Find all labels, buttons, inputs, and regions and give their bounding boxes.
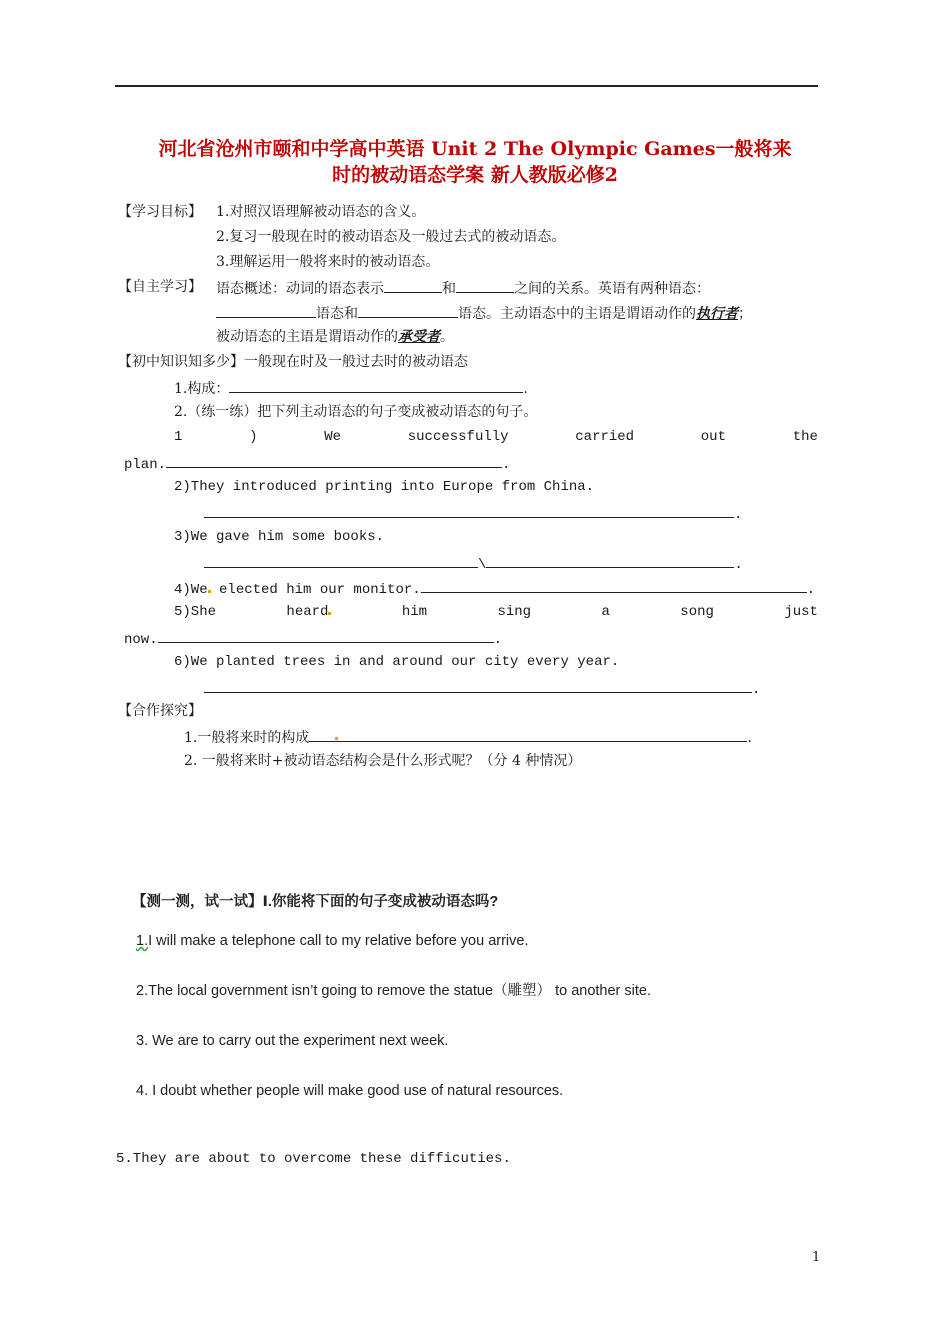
page-number: 1 bbox=[812, 1250, 821, 1265]
test-item-3: 3. We are to carry out the experiment next week. bbox=[136, 1033, 449, 1049]
answer-blank[interactable] bbox=[204, 502, 734, 518]
self-study-text: ； bbox=[738, 306, 752, 322]
word: sing bbox=[497, 604, 532, 620]
sentence-2-answer bbox=[204, 502, 742, 525]
word: plan. bbox=[124, 457, 167, 473]
self-study-line-2 bbox=[216, 302, 752, 324]
word: 4)We bbox=[174, 582, 208, 598]
word: heard bbox=[286, 604, 329, 620]
period: . bbox=[747, 730, 752, 746]
sentence-3: 3)We gave him some books. bbox=[174, 529, 385, 545]
test-item-4: 4. I doubt whether people will make good use of natural resources. bbox=[136, 1083, 564, 1099]
sentence-6: 6)We planted trees in and around our city every year. bbox=[174, 654, 620, 670]
word-with-marker bbox=[286, 602, 331, 622]
answer-blank[interactable] bbox=[358, 302, 458, 318]
word: song bbox=[680, 604, 714, 620]
question-text: 1.一般将来时的构成 bbox=[184, 730, 310, 746]
cooperate-question-2: 2. 一般将来时+被动语态结构会是什么形式呢？（分 4 种情况） bbox=[184, 753, 582, 769]
cooperate-label: 【合作探究】 bbox=[118, 703, 202, 719]
word: 5)She bbox=[174, 604, 217, 620]
period: . bbox=[734, 557, 743, 573]
separator: \ bbox=[478, 557, 487, 573]
word: just bbox=[784, 604, 818, 620]
junior-label: 【初中知识知多少】 bbox=[118, 354, 244, 370]
answer-blank[interactable] bbox=[384, 277, 442, 293]
sentence-6-answer bbox=[204, 677, 760, 700]
word: him bbox=[401, 604, 428, 620]
self-study-line-3 bbox=[216, 327, 454, 347]
word: now. bbox=[124, 632, 158, 648]
sentence-3-answer bbox=[204, 552, 743, 575]
word: elected him our monitor. bbox=[210, 582, 421, 598]
junior-section-heading bbox=[118, 352, 468, 372]
answer-blank[interactable] bbox=[309, 726, 747, 742]
word: successfully bbox=[407, 429, 509, 445]
goal-item-2: 2.复习一般现在时的被动语态及一般过去式的被动语态。 bbox=[216, 229, 566, 245]
self-study-text: 。 bbox=[440, 329, 454, 345]
word: carried bbox=[575, 429, 635, 445]
document-title-line-2: 时的被动语态学案 新人教版必修2 bbox=[332, 164, 618, 186]
marker-dot bbox=[335, 737, 338, 740]
answer-blank[interactable] bbox=[158, 627, 494, 643]
period: . bbox=[502, 457, 511, 473]
item-text: I will make a telephone call to my relative before you arrive. bbox=[148, 933, 529, 949]
period: . bbox=[523, 381, 528, 397]
marker-dot bbox=[328, 612, 331, 615]
structure-line bbox=[174, 377, 528, 399]
item-number: 1. bbox=[136, 933, 149, 949]
junior-topic: 一般现在时及一般过去时的被动语态 bbox=[244, 354, 468, 370]
document-title-line-1: 河北省沧州市颐和中学高中英语 Unit 2 The Olympic Games一般将来 bbox=[158, 138, 792, 160]
word: 1 bbox=[174, 429, 183, 445]
answer-blank[interactable] bbox=[204, 552, 478, 568]
cooperate-question-1 bbox=[184, 726, 752, 748]
answer-blank[interactable] bbox=[166, 452, 502, 468]
answer-blank[interactable] bbox=[456, 277, 514, 293]
word: a bbox=[601, 604, 610, 620]
answer-blank[interactable] bbox=[486, 552, 734, 568]
goal-item-3: 3.理解运用一般将来时的被动语态。 bbox=[216, 254, 440, 270]
word: the bbox=[792, 429, 818, 445]
word: We bbox=[324, 429, 342, 445]
sentence-2: 2)They introduced printing into Europe from China. bbox=[174, 479, 595, 495]
period: . bbox=[734, 507, 743, 523]
sentence-5 bbox=[174, 602, 818, 622]
self-study-text: 语态。主动语态中的主语是谓语动作的 bbox=[458, 306, 696, 322]
sentence-4 bbox=[174, 577, 815, 600]
sentence-5-continued bbox=[124, 627, 502, 650]
structure-label: 1.构成： bbox=[174, 381, 230, 397]
word: out bbox=[700, 429, 726, 445]
self-study-text: 和 bbox=[442, 281, 456, 297]
self-study-label: 【自主学习】 bbox=[118, 279, 202, 295]
test-item-1 bbox=[136, 931, 529, 951]
emphasis-receiver: 承受者 bbox=[398, 329, 440, 345]
goal-item-1: 1.对照汉语理解被动语态的含义。 bbox=[216, 204, 426, 220]
test-item-5: 5.They are about to overcome these difficuties. bbox=[116, 1151, 511, 1167]
self-study-text: 语态和 bbox=[316, 306, 358, 322]
goals-label: 【学习目标】 bbox=[118, 204, 202, 220]
answer-blank[interactable] bbox=[216, 302, 316, 318]
test-item-2: 2.The local government isn’t going to remove the statue（雕塑） to another site. bbox=[136, 983, 652, 999]
word: ) bbox=[249, 429, 258, 445]
emphasis-executor: 执行者 bbox=[696, 306, 738, 322]
period: . bbox=[493, 632, 503, 648]
answer-blank[interactable] bbox=[204, 677, 752, 693]
practice-instruction: 2.（练一练）把下列主动语态的句子变成被动语态的句子。 bbox=[174, 404, 538, 420]
self-study-text: 之间的关系。英语有两种语态： bbox=[514, 281, 710, 297]
test-heading: 【测一测，试一试】Ⅰ.你能将下面的句子变成被动语态吗? bbox=[132, 894, 499, 910]
answer-blank[interactable] bbox=[229, 377, 523, 393]
answer-blank[interactable] bbox=[421, 577, 807, 593]
period: . bbox=[806, 582, 816, 598]
sentence-1 bbox=[174, 427, 818, 447]
header-rule bbox=[115, 85, 818, 87]
self-study-text: 语态概述：动词的语态表示 bbox=[216, 281, 384, 297]
self-study-text: 被动语态的主语是谓语动作的 bbox=[216, 329, 398, 345]
period: . bbox=[752, 682, 761, 698]
sentence-1-continued bbox=[124, 452, 510, 475]
self-study-line-1 bbox=[216, 277, 710, 299]
